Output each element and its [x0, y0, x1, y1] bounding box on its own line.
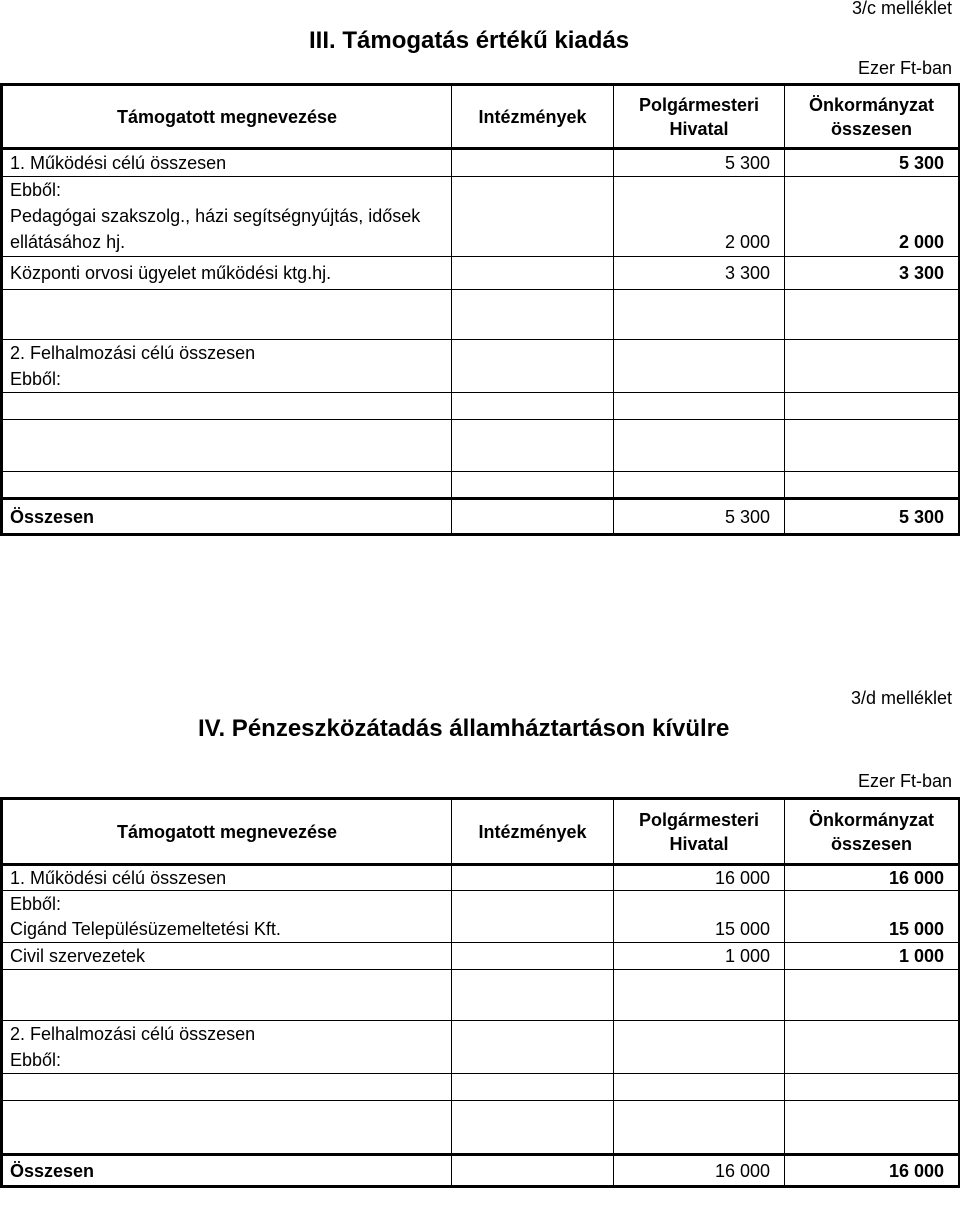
row-mayor-office [614, 340, 785, 367]
row-name [2, 1101, 452, 1155]
row-mayor-office [614, 177, 785, 203]
row-total: 5 300 [785, 149, 960, 177]
row-institutions [452, 367, 614, 393]
annex-label: 3/d melléklet [850, 688, 952, 708]
row-name: 1. Működési célú összesen [2, 865, 452, 891]
row-name: Ebből: [2, 367, 452, 393]
row-name: Ebből: [2, 177, 452, 203]
row-mayor-office: 15 000 [614, 917, 785, 943]
row-name: Cigánd Településüzemeltetési Kft. [2, 917, 452, 943]
row-institutions [452, 177, 614, 203]
row-institutions [452, 420, 614, 472]
row-mayor-office [614, 970, 785, 1021]
row-total [785, 472, 960, 499]
row-mayor-office [614, 393, 785, 420]
unit-label: Ezer Ft-ban [857, 771, 952, 791]
row-total: 3 300 [785, 257, 960, 290]
row-total [785, 290, 960, 340]
row-total [785, 1074, 960, 1101]
row-mayor-office: 2 000 [614, 203, 785, 257]
row-institutions [452, 1155, 614, 1187]
row-total [785, 367, 960, 393]
row-total [785, 177, 960, 203]
table-row [2, 203, 960, 257]
table-row [2, 1074, 960, 1101]
row-name [2, 290, 452, 340]
row-total: 15 000 [785, 917, 960, 943]
row-mayor-office: 5 300 [614, 149, 785, 177]
row-institutions [452, 970, 614, 1021]
header-mayor-office: Polgármesteri Hivatal [614, 85, 785, 149]
section-title: IV. Pénzeszközátadás államháztartáson kívülre [198, 715, 730, 742]
row-total [785, 970, 960, 1021]
row-institutions [452, 1074, 614, 1101]
table-row [2, 943, 960, 970]
table-row [2, 1021, 960, 1047]
row-name: Központi orvosi ügyelet működési ktg.hj. [2, 257, 452, 290]
row-mayor-office [614, 472, 785, 499]
table-row [2, 891, 960, 917]
table-row [2, 340, 960, 367]
table-row [2, 917, 960, 943]
row-institutions [452, 149, 614, 177]
row-institutions [452, 393, 614, 420]
row-institutions [452, 472, 614, 499]
row-name: Pedagógai szakszolg., házi segítségnyújtás, idősek ellátásához hj. [2, 203, 452, 257]
row-mayor-office: 3 300 [614, 257, 785, 290]
table-total-row [2, 499, 960, 535]
row-name [2, 472, 452, 499]
row-mayor-office: 5 300 [614, 499, 785, 535]
header-name: Támogatott megnevezése [2, 85, 452, 149]
table-row [2, 472, 960, 499]
table-header-row [2, 85, 960, 149]
header-municipality-total: Önkormányzat összesen [785, 85, 960, 149]
row-total [785, 1101, 960, 1155]
table-row [2, 865, 960, 891]
row-mayor-office [614, 367, 785, 393]
row-name [2, 970, 452, 1021]
row-mayor-office [614, 290, 785, 340]
row-mayor-office [614, 1021, 785, 1047]
header-name: Támogatott megnevezése [2, 799, 452, 865]
support-table [0, 83, 960, 536]
row-name: 1. Működési célú összesen [2, 149, 452, 177]
row-mayor-office [614, 1074, 785, 1101]
row-name: Összesen [2, 1155, 452, 1187]
row-mayor-office: 16 000 [614, 1155, 785, 1187]
header-municipality-total: Önkormányzat összesen [785, 799, 960, 865]
header-institutions: Intézmények [452, 799, 614, 865]
unit-label: Ezer Ft-ban [857, 58, 952, 78]
row-name: Ebből: [2, 1047, 452, 1074]
row-name [2, 393, 452, 420]
row-total: 5 300 [785, 499, 960, 535]
row-total: 16 000 [785, 865, 960, 891]
table-row [2, 393, 960, 420]
table-row [2, 1101, 960, 1155]
row-institutions [452, 340, 614, 367]
row-total [785, 340, 960, 367]
row-institutions [452, 499, 614, 535]
row-name: 2. Felhalmozási célú összesen [2, 340, 452, 367]
section-title: III. Támogatás értékű kiadás [309, 27, 630, 54]
header-mayor-office: Polgármesteri Hivatal [614, 799, 785, 865]
row-name: 2. Felhalmozási célú összesen [2, 1021, 452, 1047]
row-institutions [452, 1021, 614, 1047]
row-institutions [452, 257, 614, 290]
table-row [2, 420, 960, 472]
table-total-row [2, 1155, 960, 1187]
row-total [785, 420, 960, 472]
row-institutions [452, 1047, 614, 1074]
row-total [785, 393, 960, 420]
row-institutions [452, 865, 614, 891]
row-mayor-office: 16 000 [614, 865, 785, 891]
table-row [2, 367, 960, 393]
row-total: 16 000 [785, 1155, 960, 1187]
annex-label: 3/c melléklet [851, 0, 952, 18]
row-institutions [452, 1101, 614, 1155]
row-total [785, 1047, 960, 1074]
transfer-table [0, 797, 960, 1188]
row-institutions [452, 917, 614, 943]
row-total [785, 891, 960, 917]
row-name [2, 1074, 452, 1101]
row-mayor-office [614, 1047, 785, 1074]
row-institutions [452, 943, 614, 970]
row-institutions [452, 290, 614, 340]
row-total: 2 000 [785, 203, 960, 257]
row-total [785, 1021, 960, 1047]
header-institutions: Intézmények [452, 85, 614, 149]
table-row [2, 257, 960, 290]
row-name: Összesen [2, 499, 452, 535]
row-name [2, 420, 452, 472]
row-institutions [452, 203, 614, 257]
row-mayor-office [614, 420, 785, 472]
row-name: Civil szervezetek [2, 943, 452, 970]
table-row [2, 290, 960, 340]
table-row [2, 970, 960, 1021]
table-row [2, 177, 960, 203]
row-mayor-office [614, 1101, 785, 1155]
row-mayor-office [614, 891, 785, 917]
row-total: 1 000 [785, 943, 960, 970]
table-row [2, 1047, 960, 1074]
row-mayor-office: 1 000 [614, 943, 785, 970]
row-institutions [452, 891, 614, 917]
table-row [2, 149, 960, 177]
row-name: Ebből: [2, 891, 452, 917]
table-header-row [2, 799, 960, 865]
